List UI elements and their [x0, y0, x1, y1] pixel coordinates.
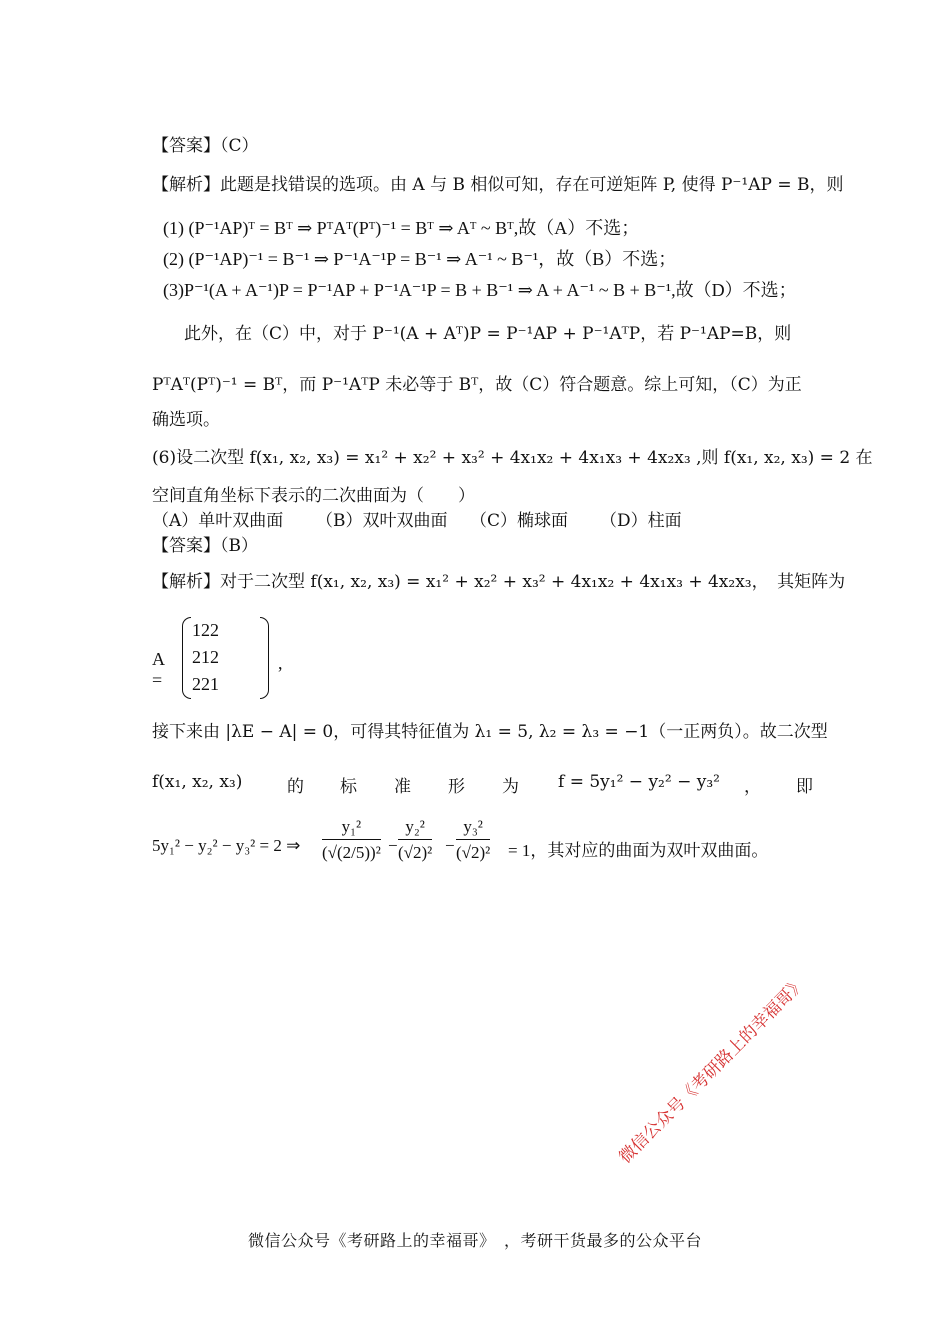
fraction-1-denominator: (√(2/5))² — [322, 843, 381, 862]
matrix-cell: 1 — [201, 647, 210, 667]
q6-option-d: （D）柱面 — [600, 511, 682, 531]
final-right: = 1，其对应的曲面为双叶双曲面。 — [508, 841, 769, 860]
fraction-2-denominator: (√2)² — [398, 843, 433, 862]
matrix-cell: 1 — [192, 620, 201, 640]
watermark-stamp: 微信公众号《考研路上的幸福哥》 — [615, 973, 810, 1168]
std-form-word: 为 — [502, 777, 519, 797]
matrix-row — [192, 644, 219, 671]
q6-question-line-2: 空间直角坐标下表示的二次曲面为（ ） — [152, 486, 475, 506]
fraction-3-numerator: y₃² — [456, 817, 490, 840]
fraction-2 — [398, 817, 432, 863]
matrix-cell: 2 — [192, 674, 201, 694]
page-footer: 微信公众号《考研路上的幸福哥》 ，考研干货最多的公众平台 — [247, 1231, 702, 1250]
q6-option-b: （B）双叶双曲面 — [316, 511, 448, 531]
q6-option-c: （C）椭球面 — [470, 511, 569, 531]
final-left: 5y₁² − y₂² − y₃² = 2 ⇒ — [152, 836, 301, 855]
std-form-comma: ， — [744, 777, 761, 797]
matrix-cell: 2 — [201, 620, 210, 640]
fraction-1 — [322, 817, 381, 863]
q6-question-line-1: (6)设二次型 f(x₁, x₂, x₃) = x₁² + x₂² + x₃² + 4x₁x₂ + 4x₁x₃ + 4x₂x₃ ,则 f(x₁, x₂, x₃) = 2 在 — [152, 448, 873, 468]
matrix-label: A = — [152, 649, 165, 690]
std-form-expression: f = 5y₁² − y₂² − y₃² — [558, 772, 720, 792]
q6-option-a: （A）单叶双曲面 — [152, 511, 284, 531]
std-form-word: 的 — [287, 777, 304, 797]
q6-analysis: 【解析】对于二次型 f(x₁, x₂, x₃) = x₁² + x₂² + x₃² + 4x₁x₂ + 4x₁x₃ + 4x₂x₃， 其矩阵为 — [152, 572, 846, 592]
std-form-f: f(x₁, x₂, x₃) — [152, 772, 243, 792]
std-form-word: 即 — [796, 777, 813, 797]
q5-answer: 【答案】（C） — [152, 136, 259, 156]
q5-item-1: (1) (P⁻¹AP)ᵀ = Bᵀ ⇒ PᵀAᵀ(Pᵀ)⁻¹ = Bᵀ ⇒ Aᵀ ~ Bᵀ,故（A）不选； — [163, 218, 640, 238]
fraction-3 — [456, 817, 490, 863]
std-form-word: 准 — [394, 777, 411, 797]
matrix-row — [192, 671, 219, 698]
matrix-cell: 1 — [210, 674, 219, 694]
q5-extra-1: 此外，在（C）中，对于 P⁻¹(A + Aᵀ)P = P⁻¹AP + P⁻¹AᵀP，若 P⁻¹AP=B，则 — [184, 324, 792, 344]
fraction-1-numerator: y₁² — [322, 817, 381, 840]
fraction-3-denominator: (√2)² — [456, 843, 491, 862]
q5-item-3: (3)P⁻¹(A + A⁻¹)P = P⁻¹AP + P⁻¹A⁻¹P = B + B⁻¹ ⇒ A + A⁻¹ ~ B + B⁻¹,故（D）不选； — [163, 280, 797, 300]
matrix-cell: 2 — [201, 674, 210, 694]
fraction-2-numerator: y₂² — [398, 817, 432, 840]
minus-sign: − — [388, 836, 398, 855]
matrix-left-bracket — [182, 617, 191, 699]
std-form-word: 形 — [448, 777, 465, 797]
matrix-cell: 2 — [210, 647, 219, 667]
matrix-row — [192, 617, 219, 644]
std-form-word: 标 — [340, 777, 357, 797]
q6-eigenvalues: 接下来由 |λE − A| = 0，可得其特征值为 λ₁ = 5, λ₂ = λ₃ = −1（一正两负）。故二次型 — [152, 722, 828, 742]
matrix-comma: , — [278, 653, 283, 673]
minus-sign: − — [445, 836, 455, 855]
q5-extra-3: 确选项。 — [152, 410, 220, 430]
q5-analysis: 【解析】此题是找错误的选项。由 A 与 B 相似可知，存在可逆矩阵 P, 使得 P⁻¹AP = B，则 — [152, 175, 844, 195]
matrix-cell: 2 — [192, 647, 201, 667]
q6-answer: 【答案】（B） — [152, 536, 258, 556]
matrix-entries — [192, 617, 219, 698]
matrix-right-bracket — [260, 617, 269, 699]
q5-item-2: (2) (P⁻¹AP)⁻¹ = B⁻¹ ⇒ P⁻¹A⁻¹P = B⁻¹ ⇒ A⁻¹ ~ B⁻¹，故（B）不选； — [163, 249, 677, 269]
q5-extra-2: PᵀAᵀ(Pᵀ)⁻¹ = Bᵀ，而 P⁻¹AᵀP 未必等于 Bᵀ，故（C）符合题意。综上可知，（C）为正 — [152, 375, 802, 395]
matrix-cell: 2 — [210, 620, 219, 640]
